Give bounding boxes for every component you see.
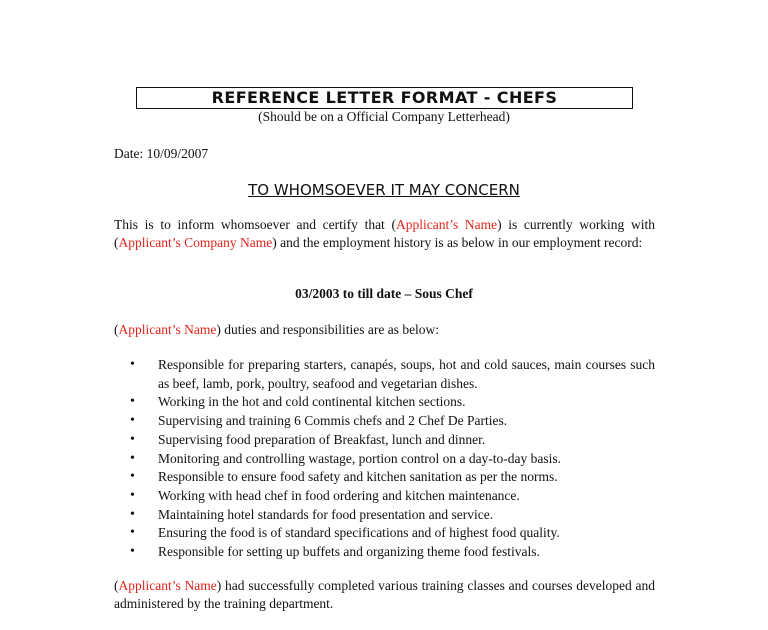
- duty-item: [114, 506, 655, 525]
- duty-item: [114, 450, 655, 469]
- duties-list: [114, 356, 655, 562]
- applicant-name-placeholder: Applicant’s Name: [118, 322, 217, 337]
- bullet-icon: •: [130, 450, 135, 466]
- salutation-heading: TO WHOMSOEVER IT MAY CONCERN: [248, 181, 520, 199]
- duty-item: [114, 524, 655, 543]
- duty-text: Maintaining hotel standards for food presentation and service.: [158, 506, 494, 522]
- duties-intro: [114, 321, 655, 339]
- employment-period-heading: 03/2003 to till date – Sous Chef: [295, 286, 473, 301]
- company-name-placeholder: Applicant’s Company Name: [118, 235, 273, 250]
- duty-item: [114, 412, 655, 431]
- intro-paragraph: [114, 216, 655, 252]
- bullet-icon: •: [130, 394, 135, 410]
- duty-item: [114, 431, 655, 450]
- bullet-icon: •: [130, 431, 135, 447]
- training-open-paren: (: [114, 578, 119, 593]
- intro-text-1: This is to inform whomsoever and certify that (: [114, 217, 396, 232]
- duty-text: Supervising food preparation of Breakfast, lunch and dinner.: [158, 431, 486, 447]
- duty-text: Responsible for setting up buffets and organizing theme food festivals.: [158, 544, 540, 560]
- bullet-icon: •: [130, 544, 135, 560]
- bullet-icon: •: [130, 413, 135, 429]
- duty-text: Working in the hot and cold continental kitchen sections.: [158, 394, 466, 410]
- applicant-name-placeholder: Applicant’s Name: [395, 217, 498, 232]
- duty-text: Working with head chef in food ordering and kitchen maintenance.: [158, 487, 520, 503]
- duty-text: Supervising and training 6 Commis chefs and 2 Chef De Parties.: [158, 413, 508, 429]
- letterhead-note: (Should be on a Official Company Letterhead): [258, 109, 510, 124]
- duty-text: Monitoring and controlling wastage, portion control on a day-to-day basis.: [158, 450, 562, 466]
- letter-date: Date: 10/09/2007: [114, 146, 209, 161]
- bullet-icon: •: [130, 469, 135, 485]
- bullet-icon: •: [130, 506, 135, 522]
- bullet-icon: •: [130, 357, 135, 372]
- duties-intro-text: ) duties and responsibilities are as below:: [216, 322, 440, 337]
- document-title: REFERENCE LETTER FORMAT - CHEFS: [136, 87, 633, 109]
- duties-open-paren: (: [114, 322, 119, 337]
- bullet-icon: •: [130, 487, 135, 503]
- intro-text-3: ) and the employment history is as below in our employment record:: [272, 235, 643, 250]
- training-paragraph: [114, 577, 655, 613]
- duty-text: Responsible for preparing starters, canapés, soups, hot and cold sauces, main courses such as beef, lamb, pork, poultry, seafood and vegetarian dishes.: [158, 357, 655, 391]
- applicant-name-placeholder: Applicant’s Name: [118, 578, 217, 593]
- training-text: ) had successfully completed various training classes and courses developed and administered by the training department.: [114, 578, 655, 611]
- intro-text-2: ) is currently working with (: [114, 217, 655, 250]
- duty-item: [114, 356, 655, 393]
- duty-text: Responsible to ensure food safety and kitchen sanitation as per the norms.: [158, 469, 558, 485]
- duty-item: [114, 487, 655, 506]
- bullet-icon: •: [130, 525, 135, 541]
- duty-item: [114, 543, 655, 562]
- duty-item: [114, 393, 655, 412]
- duty-item: [114, 468, 655, 487]
- duty-text: Ensuring the food is of standard specifications and of highest food quality.: [158, 525, 560, 541]
